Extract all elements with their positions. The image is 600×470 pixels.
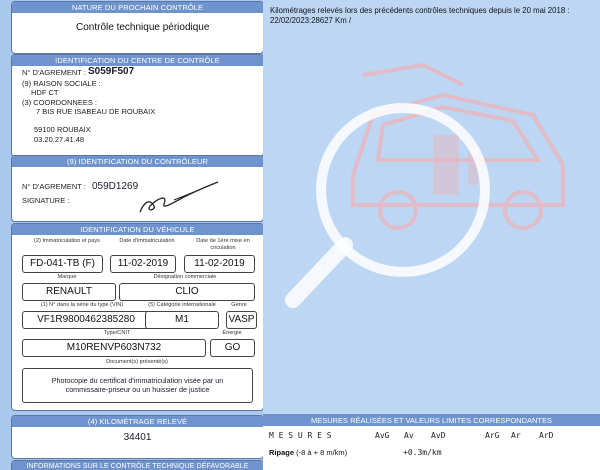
energie-caption: Énergie bbox=[222, 330, 242, 336]
energie-field: GO bbox=[210, 339, 255, 357]
right-column bbox=[263, 0, 600, 470]
immat-field: FD-041-TB (F) bbox=[22, 255, 103, 273]
marque-caption: Marque bbox=[57, 274, 77, 280]
date-1ere-caption: Date de 1ère mise en circulation bbox=[196, 238, 250, 251]
col-avg: AvG bbox=[375, 431, 390, 440]
phone: 03.20.27.41.48 bbox=[34, 135, 85, 144]
informations-section bbox=[11, 460, 264, 470]
controleur-agrement-value: 059D1269 bbox=[92, 181, 139, 192]
informations-header: INFORMATIONS SUR LE CONTRÔLE TECHNIQUE DÉFAVORABLE bbox=[12, 461, 263, 470]
centre-agrement-label: N° D'AGREMENT : bbox=[22, 68, 86, 77]
nature-value: Contrôle technique périodique bbox=[76, 22, 210, 33]
genre-caption: Genre bbox=[231, 302, 247, 308]
ripage-row bbox=[269, 448, 347, 457]
left-column bbox=[0, 0, 263, 470]
designation-caption: Désignation commerciale bbox=[153, 274, 217, 280]
designation-field: CLIO bbox=[119, 283, 255, 301]
immat-caption: (2) Immatriculation et pays bbox=[34, 238, 100, 244]
mesures-header: MESURES RÉALISÉES ET VALEURS LIMITES CORRESPONDANTES bbox=[263, 415, 600, 426]
controleur-section bbox=[11, 155, 264, 222]
type-field: M10RENVP603N732 bbox=[22, 339, 206, 357]
controleur-header: (9) IDENTIFICATION DU CONTRÔLEUR bbox=[12, 156, 263, 167]
centre-agrement-value: S059F507 bbox=[88, 66, 135, 77]
nature-section bbox=[11, 1, 264, 54]
genre-field: VASP bbox=[226, 311, 257, 329]
coordonnees-label: (3) COORDONNEES : bbox=[22, 98, 98, 107]
kilometrage-section bbox=[11, 415, 264, 459]
date-immat-field: 11-02-2019 bbox=[110, 255, 176, 273]
col-av: Av bbox=[404, 431, 414, 440]
mesures-section bbox=[263, 414, 600, 470]
controleur-agrement-label: N° D'AGREMENT : bbox=[22, 182, 86, 191]
signature-label: SIGNATURE : bbox=[22, 196, 70, 205]
kilometrage-header: (4) KILOMÉTRAGE RELEVÉ bbox=[12, 416, 263, 427]
docs-caption: Document(s) présenté(s) bbox=[106, 359, 168, 365]
type-caption: Type/CNIT bbox=[103, 330, 131, 336]
vehicule-header: IDENTIFICATION DU VÉHICULE bbox=[12, 224, 263, 235]
col-ard: ArD bbox=[539, 431, 554, 440]
address-line1: 7 BIS RUE ISABEAU DE ROUBAIX bbox=[36, 107, 156, 116]
mesures-title: M E S U R E S bbox=[269, 431, 332, 440]
docs-field: Photocopie du certificat d'immatriculation visée par un commissaire-priseur ou un huissier de justice bbox=[22, 368, 253, 403]
ripage-value: +0.3m/km bbox=[403, 448, 442, 457]
col-arg: ArG bbox=[485, 431, 500, 440]
date-immat-caption: Date d'immatriculation bbox=[119, 238, 175, 244]
categorie-field: M1 bbox=[145, 311, 219, 329]
centre-header: IDENTIFICATION DU CENTRE DE CONTRÔLE bbox=[12, 55, 263, 66]
signature-icon bbox=[134, 176, 224, 216]
col-ar: Ar bbox=[511, 431, 521, 440]
categorie-caption: (5) Catégorie internationale bbox=[148, 302, 216, 308]
marque-field: RENAULT bbox=[22, 283, 116, 301]
raison-sociale-label: (9) RAISON SOCIALE : bbox=[22, 79, 101, 88]
ripage-label: Ripage bbox=[269, 448, 295, 457]
col-avd: AvD bbox=[431, 431, 446, 440]
centre-section bbox=[11, 54, 264, 157]
releves-text: Kilométrages relevés lors des précédents contrôles techniques depuis le 20 mai 2018 : 22/02/2023:28627 Km / bbox=[270, 6, 570, 25]
nature-header: NATURE DU PROCHAIN CONTRÔLE bbox=[12, 2, 263, 13]
vehicule-section bbox=[11, 223, 264, 411]
date-1ere-field: 11-02-2019 bbox=[184, 255, 255, 273]
vin-field: VF1R9800462385280 bbox=[22, 311, 150, 329]
vin-caption: (1) N° dans la série du type (VIN) bbox=[40, 302, 124, 308]
raison-sociale-value: HDF CT bbox=[31, 88, 59, 97]
magnifier-watermark-icon bbox=[273, 95, 533, 325]
kilometrage-value: 34401 bbox=[123, 432, 152, 443]
ripage-range: (-8 à + 8 m/km) bbox=[296, 448, 348, 457]
address-line2: 59100 ROUBAIX bbox=[34, 125, 91, 134]
